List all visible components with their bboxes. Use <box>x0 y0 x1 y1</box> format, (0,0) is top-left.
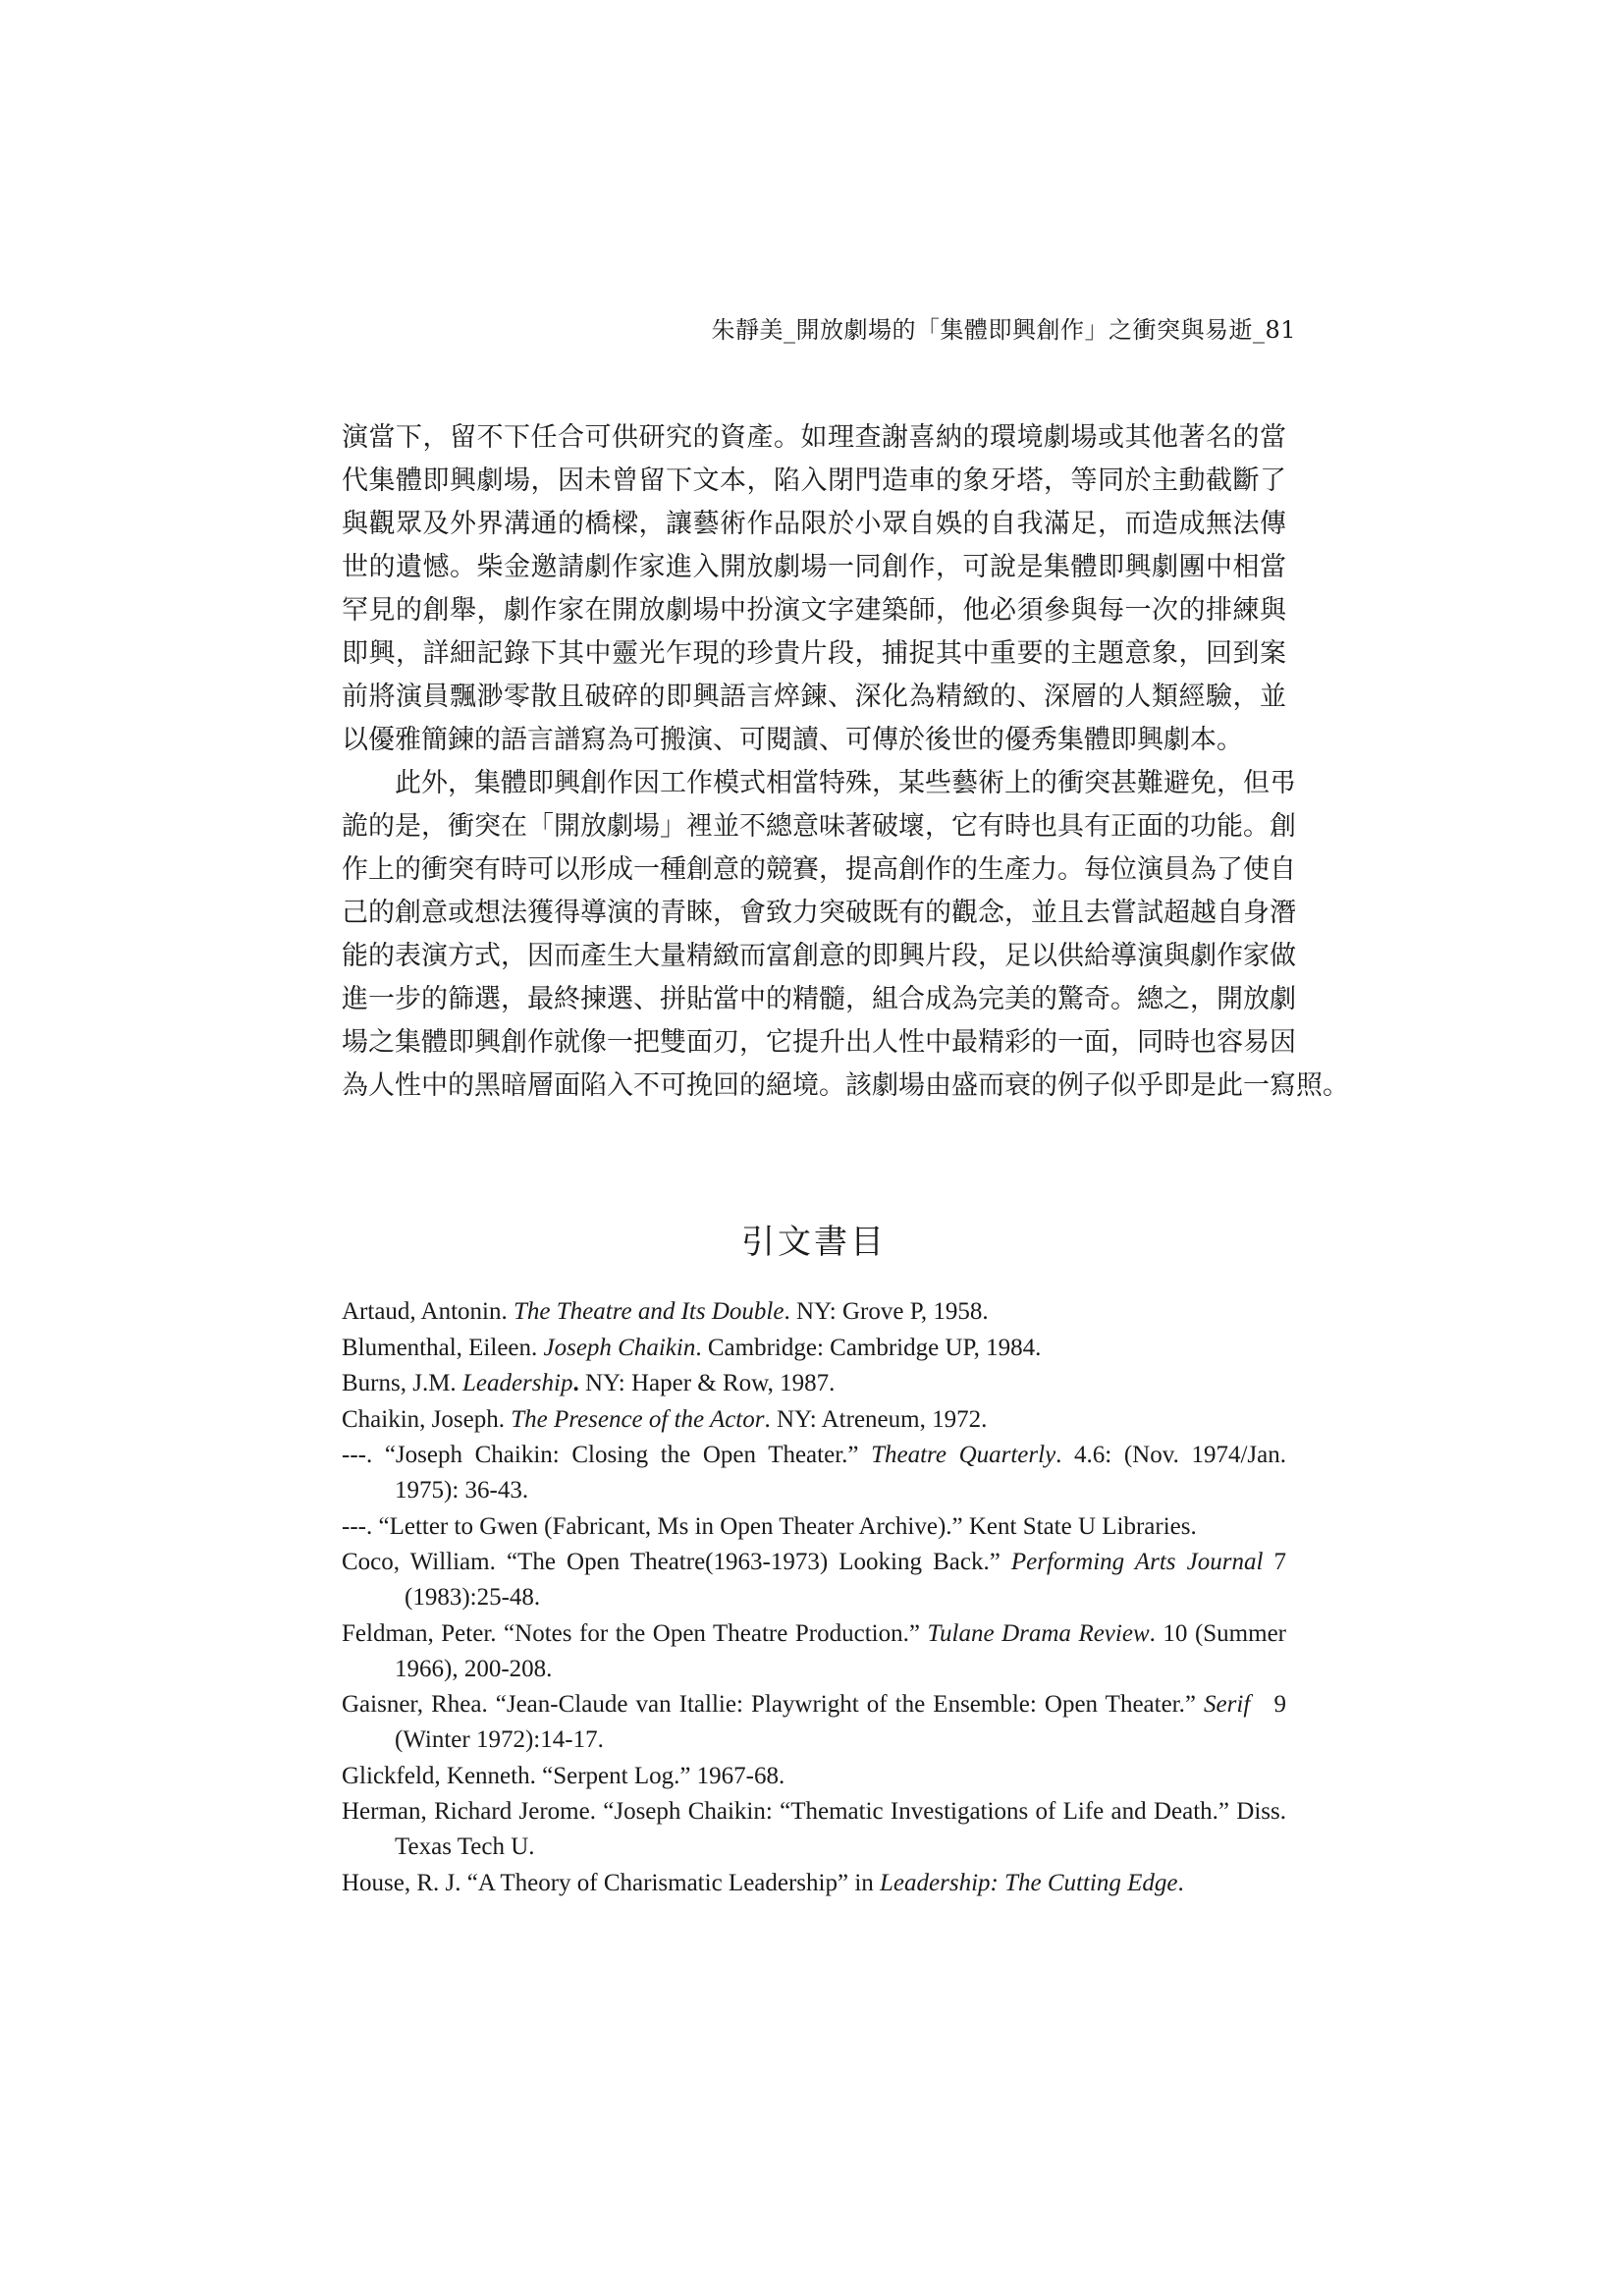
paragraph-line: 為人性中的黑暗層面陷入不可挽回的絕境。該劇場由盛而衰的例子似乎即是此一寫照。 <box>342 1070 1349 1101</box>
reference-entry <box>342 1794 1286 1865</box>
paragraph-line: 此外，集體即興創作因工作模式相當特殊，某些藝術上的衝突甚難避免，但弔 <box>395 768 1296 798</box>
reference-entry <box>342 1331 1286 1366</box>
reference-entry <box>342 1509 1286 1545</box>
reference-title: Leadership <box>461 1370 573 1396</box>
reference-text: . NY: Atreneum, 1972. <box>764 1405 988 1433</box>
references-heading: 引文書目 <box>741 1223 887 1262</box>
reference-entry <box>342 1866 1286 1901</box>
paragraph-line: 進一步的篩選，最終揀選、拼貼當中的精髓，組合成為完美的驚奇。總之，開放劇 <box>342 984 1296 1014</box>
reference-text: . <box>1177 1869 1184 1896</box>
paragraph-line: 作上的衝突有時可以形成一種創意的競賽，提高創作的生產力。每位演員為了使自 <box>342 854 1296 885</box>
paragraph-line: 能的表演方式，因而產生大量精緻而富創意的即興片段，足以供給導演與劇作家做 <box>342 941 1296 971</box>
reference-text: Blumenthal, Eileen. <box>342 1334 544 1361</box>
paragraph-line: 前將演員飄渺零散且破碎的即興語言焠鍊、深化為精緻的、深層的人類經驗，並 <box>342 682 1286 712</box>
reference-text: Gaisner, Rhea. “Jean-Claude van Itallie: Playwright of the Ensemble: Open Theater.” <box>342 1691 1205 1718</box>
reference-entry <box>342 1366 1286 1401</box>
reference-title: Performing Arts Journal <box>1010 1549 1264 1575</box>
paragraph-line: 詭的是，衝突在「開放劇場」裡並不總意味著破壞，它有時也具有正面的功能。創 <box>342 811 1296 842</box>
reference-text: 9 (Winter 1972):14-17. <box>395 1691 1293 1753</box>
paragraph-line: 世的遺憾。柴金邀請劇作家進入開放劇場一同創作，可說是集體即興劇團中相當 <box>342 552 1286 582</box>
reference-text: Coco, William. “The Open Theatre(1963-1973) Looking Back.” <box>342 1549 1011 1575</box>
reference-text: . Cambridge: Cambridge UP, 1984. <box>695 1334 1042 1361</box>
reference-entry <box>342 1402 1286 1438</box>
reference-text: Herman, Richard Jerome. “Joseph Chaikin: “Thematic Investigations of Life and Death.” Diss. Texas Tech U. <box>342 1798 1286 1860</box>
reference-title: The Theatre and Its Double <box>514 1298 784 1325</box>
reference-text: ---. “Joseph Chaikin: Closing the Open Theater.” <box>342 1442 872 1468</box>
reference-title: Joseph Chaikin <box>543 1334 696 1361</box>
body-paragraph <box>342 762 1349 1108</box>
reference-text: House, R. J. “A Theory of Charismatic Leadership” in <box>342 1869 881 1896</box>
reference-text: Chaikin, Joseph. <box>342 1405 512 1433</box>
reference-entry <box>342 1616 1293 1687</box>
body-text <box>342 416 1349 1108</box>
reference-text: Artaud, Antonin. <box>342 1298 514 1325</box>
reference-text: 7 (1983):25-48. <box>405 1549 1293 1611</box>
reference-title: Tulane Drama Review <box>927 1619 1150 1647</box>
reference-entry <box>342 1687 1293 1758</box>
reference-text: ---. “Letter to Gwen (Fabricant, Ms in Open Theater Archive).” Kent State U Libraries. <box>342 1512 1197 1540</box>
reference-title: Leadership: The Cutting Edge <box>880 1869 1178 1896</box>
reference-entry <box>342 1759 1286 1794</box>
paragraph-line: 即興，詳細記錄下其中靈光乍現的珍貴片段，捕捉其中重要的主題意象，回到案 <box>342 638 1286 669</box>
paragraph-line: 以優雅簡鍊的語言譜寫為可搬演、可閱讀、可傳於後世的優秀集體即興劇本。 <box>342 725 1243 755</box>
reference-text: Feldman, Peter. “Notes for the Open Theatre Production.” <box>342 1619 928 1647</box>
running-header: 朱靜美_開放劇場的「集體即興創作」之衝突與易逝_81 <box>711 316 1296 344</box>
reference-text: Glickfeld, Kenneth. “Serpent Log.” 1967-68. <box>342 1762 785 1789</box>
reference-text: NY: Haper & Row, 1987. <box>578 1370 836 1396</box>
reference-text: . 4.6: (Nov. 1974/Jan. 1975): 36-43. <box>395 1442 1293 1503</box>
paragraph-line: 與觀眾及外界溝通的橋樑，讓藝術作品限於小眾自娛的自我滿足，而造成無法傳 <box>342 509 1286 539</box>
reference-text: . 10 (Summer 1966), 200-208. <box>395 1619 1293 1682</box>
reference-entry <box>342 1294 1286 1330</box>
reference-text: Burns, J.M. <box>342 1370 462 1396</box>
reference-entry <box>342 1545 1293 1615</box>
paragraph-line: 罕見的創舉，劇作家在開放劇場中扮演文字建築師，他必須參與每一次的排練與 <box>342 595 1286 626</box>
body-paragraph <box>342 416 1286 762</box>
reference-title: Serif <box>1204 1691 1251 1718</box>
reference-title: The Presence of the Actor <box>511 1405 765 1433</box>
paragraph-line: 代集體即興劇場，因未曾留下文本，陷入閉門造車的象牙塔，等同於主動截斷了 <box>342 465 1286 496</box>
reference-list <box>342 1294 1293 1901</box>
paragraph-line: 場之集體即興創作就像一把雙面刃，它提升出人性中最精彩的一面，同時也容易因 <box>342 1027 1296 1058</box>
paragraph-line: 演當下，留不下任合可供研究的資產。如理查謝喜納的環境劇場或其他著名的當 <box>342 422 1286 453</box>
reference-text: . NY: Grove P, 1958. <box>784 1298 989 1325</box>
reference-title: Theatre Quarterly <box>871 1442 1056 1468</box>
reference-punctuation: . <box>572 1370 579 1396</box>
paragraph-line: 己的創意或想法獲得導演的青睞，會致力突破既有的觀念，並且去嘗試超越自身潛 <box>342 898 1296 928</box>
reference-entry <box>342 1438 1293 1508</box>
